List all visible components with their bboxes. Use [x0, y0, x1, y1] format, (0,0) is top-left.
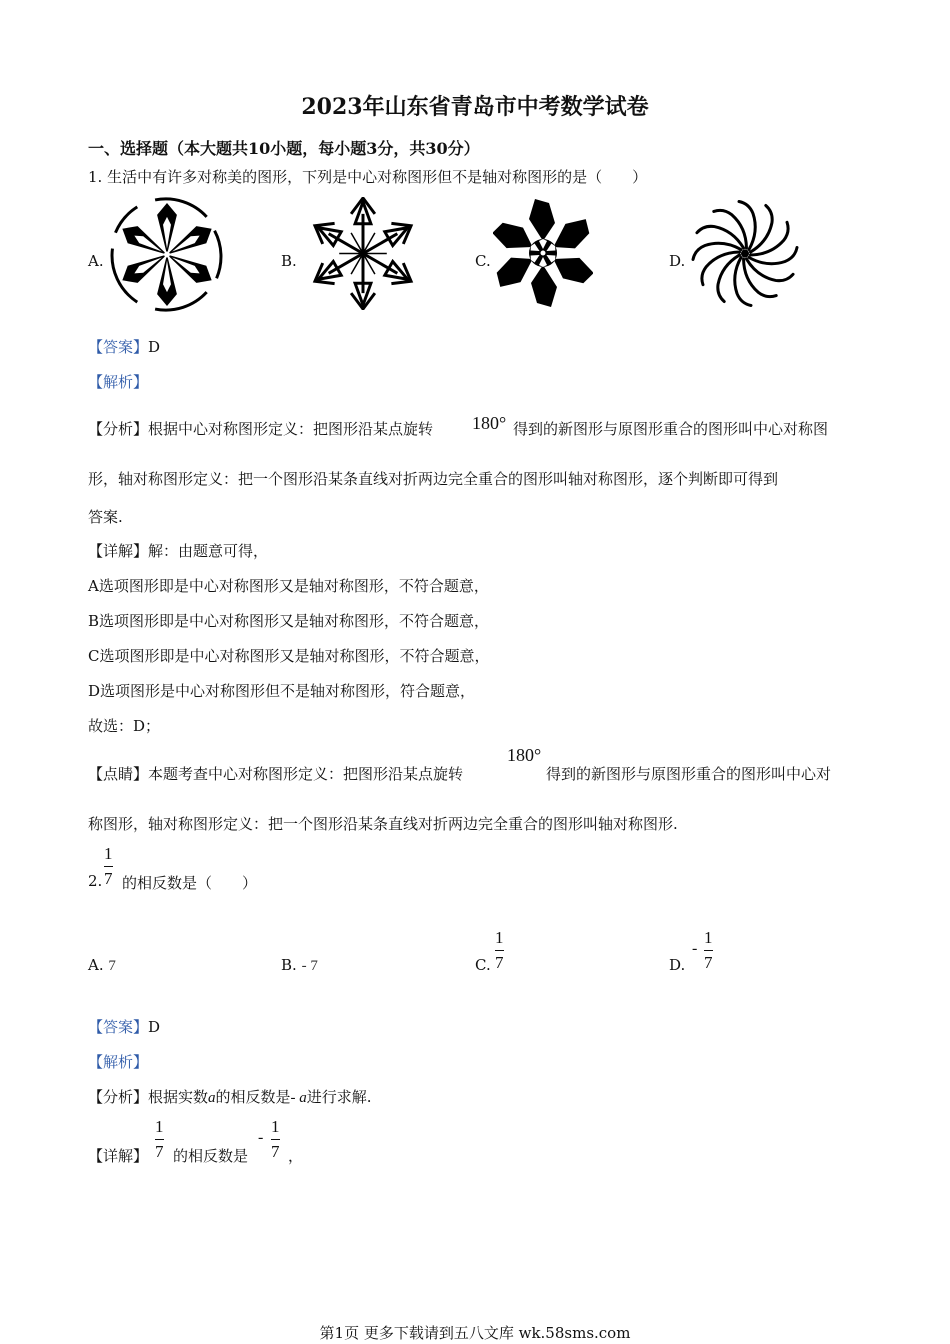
q1-fenxi-line-3: 答案. [88, 508, 123, 526]
q1-option-b-label[interactable]: B. [281, 252, 297, 270]
fraction-numerator: 1 [155, 1117, 164, 1136]
q2-fenxi [88, 1086, 372, 1107]
fraction-bar [271, 1139, 280, 1140]
option-a-value: 7 [108, 958, 116, 974]
option-b-value: - 7 [301, 958, 318, 974]
q2-option-b[interactable] [281, 956, 318, 975]
fenxi-tag: 【分析】 [88, 420, 149, 438]
answer-tag: 【答案】 [88, 1018, 149, 1036]
fenxi-text-c: 进行求解. [306, 1088, 372, 1106]
degree-180-dianjing: 180° [507, 745, 542, 765]
page-footer: 第1页 更多下载请到五八文库 wk.58sms.com [319, 1324, 631, 1342]
answer-value: D [148, 338, 161, 356]
q2-option-c-fraction [495, 928, 504, 973]
q2-stem-fraction [104, 844, 113, 889]
variable-a: a [208, 1090, 216, 1106]
q1-conclusion: 故选：D； [88, 717, 161, 735]
q1-detail-b: B选项图形即是中心对称图形又是轴对称图形，不符合题意， [88, 612, 490, 630]
fraction-denominator: 7 [155, 1142, 164, 1161]
fraction-bar [155, 1139, 164, 1140]
spiral-figure-d [690, 197, 800, 310]
fraction-numerator: 1 [704, 928, 713, 947]
fraction-denominator: 7 [495, 953, 504, 972]
detail-text: 解：由题意可得， [148, 542, 269, 560]
option-b-label: B. [281, 956, 297, 974]
q1-fenxi-line-1b: 得到的新图形与原图形重合的图形叫中心对称图 [513, 420, 829, 438]
fraction-denominator: 7 [704, 953, 713, 972]
detail-tag: 【详解】 [88, 542, 149, 560]
dianjing-tag: 【点睛】 [88, 765, 149, 783]
fraction-numerator: 1 [271, 1117, 280, 1136]
q1-option-c-label[interactable]: C. [475, 252, 491, 270]
q2-option-d-minus: - [692, 940, 698, 957]
q1-dianjing-line-1 [88, 763, 463, 784]
fraction-bar [495, 950, 504, 951]
q2-detail-end: ， [288, 1147, 304, 1165]
q1-answer [88, 336, 160, 357]
q1-fenxi-line-1 [88, 418, 433, 439]
q1-detail-a: A选项图形即是中心对称图形又是轴对称图形，不符合题意， [88, 577, 489, 595]
answer-tag: 【答案】 [88, 338, 149, 356]
q1-dianjing-line-2: 称图形，轴对称图形定义：把一个图形沿某条直线对折两边完全重合的图形叫轴对称图形. [88, 815, 678, 833]
q1-detail-d: D选项图形是中心对称图形但不是轴对称图形，符合题意， [88, 682, 476, 700]
degree-180: 180° [472, 413, 507, 433]
answer-value: D [148, 1018, 161, 1036]
q2-option-d-fraction [704, 928, 713, 973]
q2-detail-minus: - [258, 1129, 264, 1146]
fenxi-tag: 【分析】 [88, 1088, 149, 1106]
fenxi-text-a: 根据实数 [148, 1088, 209, 1106]
q2-detail-result-fraction [271, 1117, 280, 1162]
option-a-label: A. [88, 956, 104, 974]
q2-answer [88, 1016, 160, 1037]
fraction-numerator: 1 [104, 844, 113, 863]
q2-number: 2. [88, 872, 103, 890]
q1-stem: 1. 生活中有许多对称美的图形，下列是中心对称图形但不是轴对称图形的是（ ） [88, 168, 648, 186]
flower-figure-a [106, 197, 228, 312]
q2-analysis-tag: 【解析】 [88, 1053, 149, 1071]
q1-detail-c: C选项图形即是中心对称图形又是轴对称图形，不符合题意， [88, 647, 490, 665]
q1-option-a-label[interactable]: A. [88, 252, 104, 270]
fraction-bar [104, 866, 113, 867]
q2-option-a[interactable] [88, 956, 116, 975]
q2-option-c-label[interactable]: C. [475, 956, 491, 974]
snowflake-figure-b [299, 197, 427, 310]
fenxi-text-b: 的相反数是 [215, 1088, 291, 1106]
negative-a: - a [290, 1090, 307, 1106]
q1-option-d-label[interactable]: D. [669, 252, 686, 270]
fraction-bar [704, 950, 713, 951]
dianjing-text: 本题考查中心对称图形定义：把图形沿某点旋转 [148, 765, 464, 783]
q2-detail-text: 的相反数是 [173, 1147, 249, 1165]
q1-analysis-tag: 【解析】 [88, 373, 149, 391]
pinwheel-figure-c [493, 197, 593, 309]
q2-option-d-label[interactable]: D. [669, 956, 686, 974]
section-heading: 一、选择题（本大题共10小题，每小题3分，共30分） [88, 139, 480, 158]
page-title: 2023年山东省青岛市中考数学试卷 [301, 94, 649, 120]
q1-fenxi-line-2: 形，轴对称图形定义：把一个图形沿某条直线对折两边完全重合的图形叫轴对称图形，逐个判断即可得到 [88, 470, 779, 488]
q1-dianjing-line-1b: 得到的新图形与原图形重合的图形叫中心对 [546, 765, 832, 783]
fraction-denominator: 7 [271, 1142, 280, 1161]
q2-stem: 的相反数是（ ） [122, 874, 258, 892]
q2-detail-tag: 【详解】 [88, 1147, 149, 1165]
q1-detail-intro [88, 540, 268, 561]
q2-detail-fraction [155, 1117, 164, 1162]
fraction-denominator: 7 [104, 869, 113, 888]
fraction-numerator: 1 [495, 928, 504, 947]
fenxi-text: 根据中心对称图形定义：把图形沿某点旋转 [148, 420, 434, 438]
